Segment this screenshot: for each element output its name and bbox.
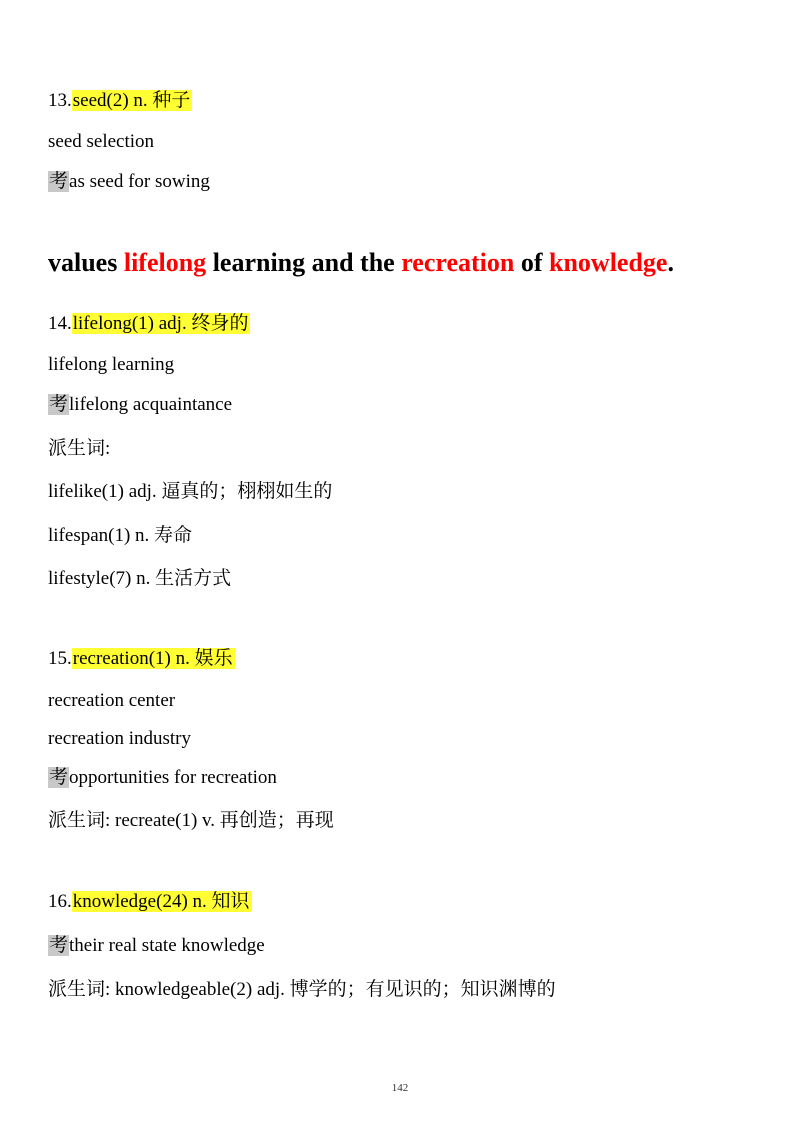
recreation-derived: 派生词: recreate(1) v. 再创造；再现 bbox=[48, 810, 334, 831]
entry-16-headword: knowledge(24) n. 知识 bbox=[72, 891, 250, 912]
recreation-example-1: recreation center bbox=[48, 690, 176, 711]
lifelong-derived-1: lifelike(1) adj. 逼真的；栩栩如生的 bbox=[48, 481, 333, 502]
entry-13-number: 13. bbox=[48, 90, 72, 111]
entry-14-heading bbox=[48, 311, 250, 337]
entry-14-number: 14. bbox=[48, 313, 72, 334]
example-sentence bbox=[48, 246, 674, 280]
entry-16-number: 16. bbox=[48, 891, 72, 912]
sentence-period: . bbox=[667, 248, 674, 277]
entry-13-headword: seed(2) n. 种子 bbox=[72, 90, 191, 111]
recreation-example-2: recreation industry bbox=[48, 728, 191, 749]
sentence-keyword-knowledge: knowledge bbox=[549, 248, 668, 277]
entry-15-headword: recreation(1) n. 娱乐 bbox=[72, 648, 233, 669]
sentence-keyword-lifelong: lifelong bbox=[123, 248, 207, 277]
entry-13-heading bbox=[48, 88, 192, 114]
sentence-keyword-recreation: recreation bbox=[401, 248, 515, 277]
lifelong-kao-text: lifelong acquaintance bbox=[69, 394, 233, 415]
entry-15-number: 15. bbox=[48, 648, 72, 669]
lifelong-kao-line bbox=[48, 392, 232, 418]
seed-kao-text: as seed for sowing bbox=[69, 171, 210, 192]
lifelong-derived-3: lifestyle(7) n. 生活方式 bbox=[48, 568, 232, 589]
page-number: 142 bbox=[391, 1082, 409, 1094]
knowledge-derived: 派生词: knowledgeable(2) adj. 博学的；有见识的；知识渊博的 bbox=[48, 979, 556, 1000]
lifelong-derived-label: 派生词: bbox=[48, 438, 111, 459]
lifelong-derived-2: lifespan(1) n. 寿命 bbox=[48, 525, 193, 546]
sentence-part: of bbox=[514, 248, 549, 277]
recreation-kao-line bbox=[48, 765, 277, 791]
seed-example-1: seed selection bbox=[48, 131, 155, 152]
kao-marker: 考 bbox=[49, 171, 69, 192]
recreation-kao-text: opportunities for recreation bbox=[69, 767, 277, 788]
lifelong-example-1: lifelong learning bbox=[48, 354, 175, 375]
knowledge-kao-line bbox=[48, 933, 265, 959]
entry-16-heading bbox=[48, 889, 252, 915]
kao-marker: 考 bbox=[49, 394, 69, 415]
sentence-part: learning and the bbox=[206, 248, 402, 277]
entry-15-heading bbox=[48, 646, 235, 672]
sentence-part: values bbox=[48, 248, 124, 277]
knowledge-kao-text: their real state knowledge bbox=[69, 935, 265, 956]
kao-marker: 考 bbox=[49, 767, 69, 788]
seed-kao-line bbox=[48, 169, 210, 195]
kao-marker: 考 bbox=[49, 935, 69, 956]
entry-14-headword: lifelong(1) adj. 终身的 bbox=[72, 313, 249, 334]
